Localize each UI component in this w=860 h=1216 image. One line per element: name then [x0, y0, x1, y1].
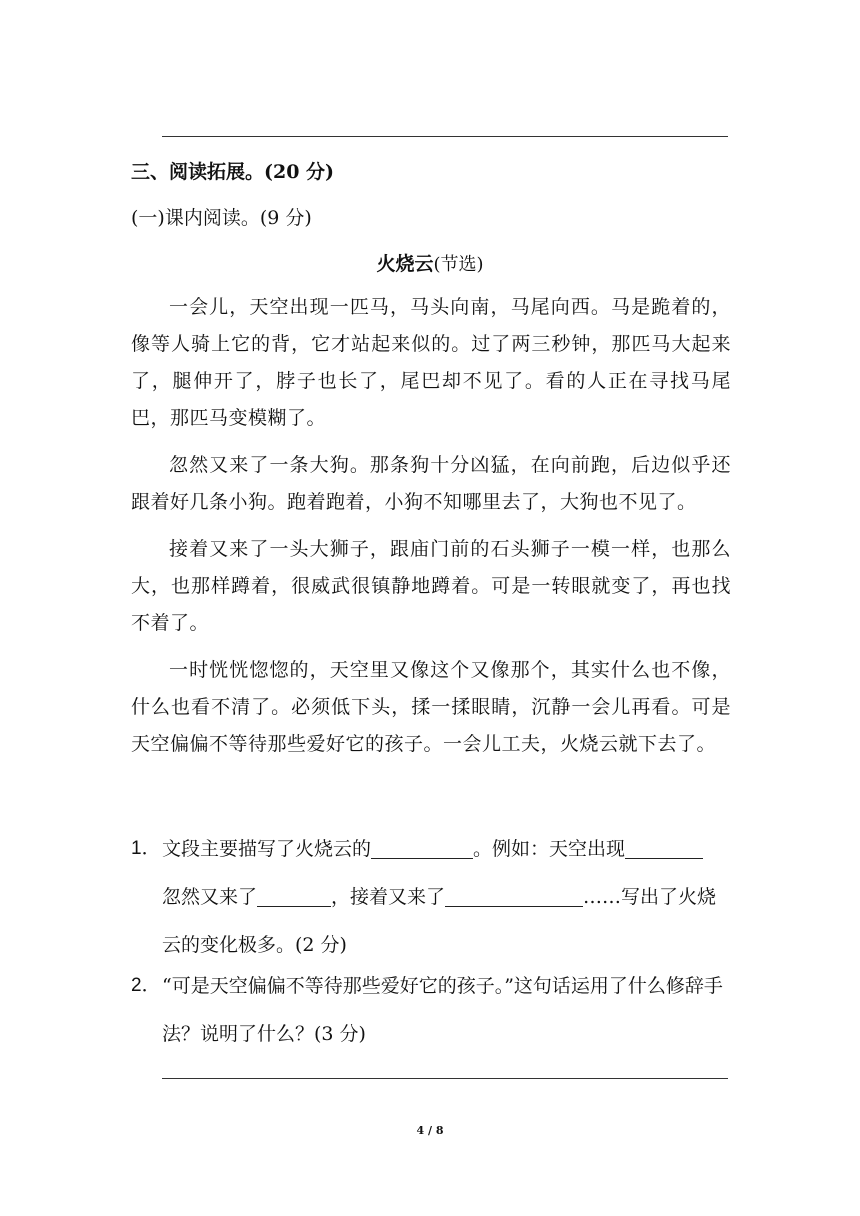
subsection-heading: (一)课内阅读。(9 分): [131, 207, 312, 229]
passage-title-note: (节选): [433, 254, 484, 275]
passage-body: [131, 289, 731, 773]
answer-blank-1[interactable]: [371, 838, 473, 859]
question-1-number: 1．: [131, 838, 161, 859]
passage-paragraph-3: 接着又来了一头大狮子，跟庙门前的石头狮子一模一样，也那么大，也那样蹲着，很威武很镇静地蹲着。可是一转眼就变了，再也找不着了。: [131, 538, 731, 634]
question-1: [131, 825, 731, 969]
question-1-text-e: ……写出了火烧云的变化极多。(2 分): [162, 886, 717, 956]
passage-paragraph-4: 一时恍恍惚惚的，天空里又像这个又像那个，其实什么也不像，什么也看不清了。必须低下头，揉一揉眼睛，沉静一会儿再看。可是天空偏偏不等待那些爱好它的孩子。一会儿工夫，火烧云就下去了。: [131, 659, 731, 755]
question-1-text-b: 。例如：天空出现: [473, 838, 626, 860]
question-2: [131, 962, 731, 1058]
passage-paragraph-2: 忽然又来了一条大狗。那条狗十分凶猛，在向前跑，后边似乎还跟着好几条小狗。跑着跑着，小狗不知哪里去了，大狗也不见了。: [131, 454, 731, 513]
question-1-text-d: ，接着又来了: [331, 886, 446, 908]
question-1-text-a: 文段主要描写了火烧云的: [162, 838, 372, 860]
question-2-text: “可是天空偏偏不等待那些爱好它的孩子。”这句话运用了什么修辞手法？说明了什么？(3 分): [162, 975, 723, 1045]
question-2-number: 2．: [131, 975, 161, 996]
answer-line-top: [162, 136, 728, 137]
passage-title-text: 火烧云: [376, 253, 434, 275]
question-1-text-c: 忽然又来了: [162, 886, 258, 908]
answer-blank-3[interactable]: [257, 886, 331, 907]
answer-blank-4[interactable]: [445, 886, 583, 907]
section-heading: 三、阅读拓展。(20 分): [131, 161, 335, 183]
answer-line-bottom[interactable]: [162, 1078, 728, 1079]
page-number: 4 / 8: [416, 1124, 444, 1137]
passage-title: [0, 249, 860, 280]
passage-paragraph-1: 一会儿，天空出现一匹马，马头向南，马尾向西。马是跪着的，像等人骑上它的背，它才站起来似的。过了两三秒钟，那匹马大起来了，腿伸开了，脖子也长了，尾巴却不见了。看的人正在寻找马尾巴，那匹马变模糊了。: [131, 296, 731, 429]
answer-blank-2[interactable]: [625, 838, 703, 859]
